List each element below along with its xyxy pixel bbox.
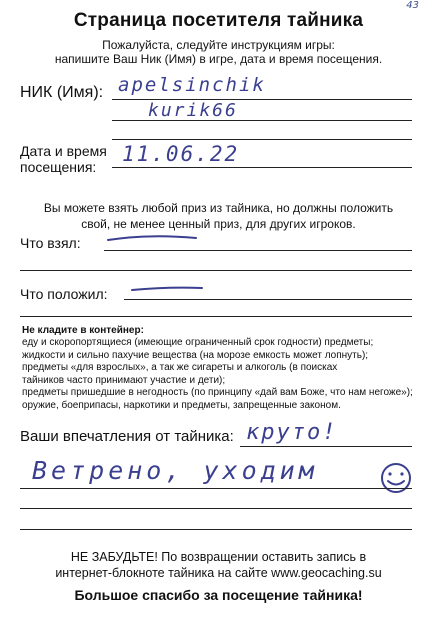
nick-handwritten-1: apelsinchik — [118, 74, 266, 96]
put-line-2 — [20, 316, 412, 317]
took-dash-scribble — [104, 228, 204, 248]
impressions-label: Ваши впечатления от тайника: — [20, 428, 234, 445]
footer-reminder — [0, 549, 437, 581]
put-dash-scribble — [128, 282, 208, 300]
impressions-line-4 — [20, 529, 412, 530]
took-line-2 — [20, 270, 412, 271]
warning-item: жидкости и сильно пахучие вещества (на морозе емкость может лопнуть); — [22, 349, 369, 361]
instructions-line-1: Пожалуйста, следуйте инструкциям игры: — [102, 38, 335, 52]
impressions-line-3 — [20, 508, 412, 509]
smiley-drawing — [378, 460, 414, 496]
date-handwritten: 11.06.22 — [122, 142, 240, 166]
took-label: Что взял: — [20, 235, 81, 251]
warning-item: еду и скоропортящиеся (имеющие ограниченный срок годности) предметы; — [22, 337, 374, 348]
prize-note-line-1: Вы можете взять любой приз из тайника, но должны положить — [43, 201, 394, 215]
date-label-line-2: посещения: — [20, 159, 97, 175]
nick-label: НИК (Имя): — [20, 84, 104, 101]
instructions — [0, 38, 437, 66]
warning-item: тайников часто принимают участие и дети); — [22, 374, 226, 386]
warning-heading: Не кладите в контейнер: — [22, 325, 144, 336]
footer-thanks: Большое спасибо за посещение тайника! — [74, 587, 363, 603]
instructions-line-2: напишите Ваш Ник (Имя) в игре, дата и время посещения. — [54, 52, 383, 66]
date-line — [112, 167, 412, 168]
prize-note-line-2: свой, не менее ценный приз, для других игроков. — [81, 217, 356, 231]
footer-reminder-line-1: НЕ ЗАБУДЬТЕ! По возвращении оставить запись в — [70, 550, 367, 564]
footer-reminder-line-2: интернет-блокноте тайника на сайте www.geocaching.su — [55, 566, 382, 580]
took-line-1 — [104, 250, 412, 251]
impressions-handwritten-2: Ветрено, уходим — [32, 456, 318, 485]
page-title: Страница посетителя тайника — [73, 10, 364, 31]
nick-handwritten-2: kurik66 — [148, 100, 238, 121]
put-line-1 — [124, 299, 412, 300]
warning-item: предметы пришедшие в негодность (по принципу «дай вам Боже, что нам негоже»); — [22, 387, 413, 399]
warning-list — [22, 337, 432, 413]
impressions-line-2 — [20, 488, 412, 489]
impressions-handwritten-1: круто! — [246, 420, 338, 445]
date-label — [20, 143, 107, 175]
date-label-line-1: Дата и время — [20, 143, 107, 159]
nick-line-3 — [112, 139, 412, 140]
nick-line-2 — [112, 120, 412, 121]
impressions-line-1 — [240, 446, 412, 447]
put-label: Что положил: — [20, 286, 108, 302]
warning-item: предметы «для взрослых», а так же сигареты и алкоголь (в поисках — [22, 362, 338, 374]
prize-note — [0, 200, 437, 232]
page-number-mark: 43 — [406, 0, 419, 11]
warning-item: оружие, боеприпасы, наркотики и предметы, запрещенные законом. — [22, 399, 341, 411]
